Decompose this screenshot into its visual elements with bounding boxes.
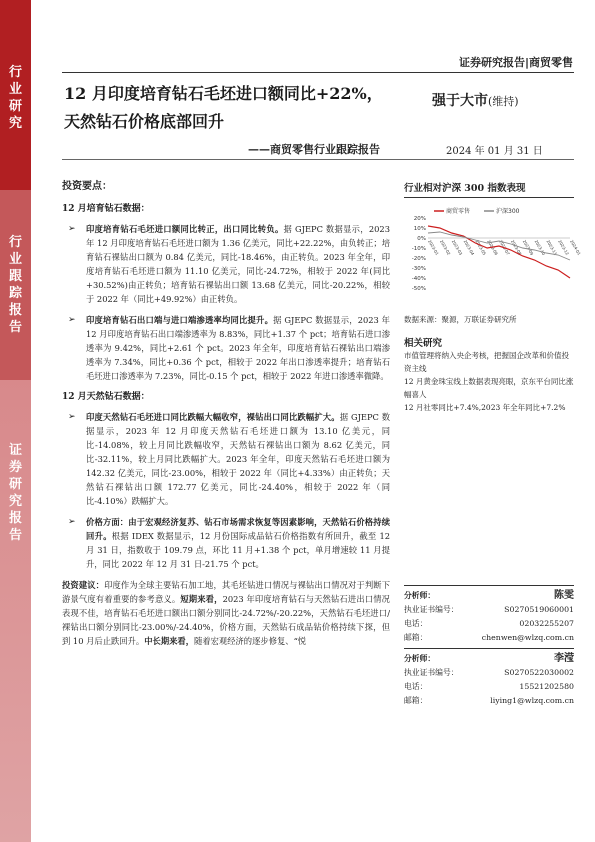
x-tick-label: 2023-01 [427, 239, 440, 256]
sidebar-section-2: 行 业 跟 踪 报 告 [8, 235, 22, 335]
y-tick-label: -10% [411, 246, 426, 252]
analyst-2-cert: 执业证书编号： S0270522030002 [404, 668, 574, 677]
x-tick-label: 2023-07 [498, 239, 511, 256]
header-divider [62, 72, 574, 73]
y-tick-label: 10% [413, 226, 426, 232]
related-item[interactable]: 12 月社零同比+7.4%,2023 年全年同比+7.2% [404, 403, 566, 412]
x-tick-label: 2023-09 [521, 239, 535, 256]
analyst-1-email: 邮箱： chenwen@wlzq.com.cn [404, 633, 574, 642]
chart-source: 数据来源：聚源，万联证券研究所 [404, 315, 517, 324]
x-tick-label: 2023-08 [509, 239, 523, 256]
x-tick-label: 2024-01 [569, 239, 582, 256]
x-tick-label: 2023-02 [438, 239, 452, 256]
section-lab-grown-heading: 12 月培育钻石数据： [62, 204, 150, 214]
bullet-2: ➢ 印度培育钻石出口端与进口端渗透率均同比提升。据 GJEPC 数据显示，2023 年 12 月印度培育钻石出口端渗透率为 8.83%，同比+1.37 个 pct；培育钻石进口渗透率为 9.42%，同比+2.61 个 pct。2023 年全年，印度培育钻石裸钻出口端渗透率为 7.34%，同比+0.36 个 pct，相较于 2022 年出口渗透率提升；培育钻石毛坯进口渗透率为 7.23%，同比-0.15 个 pct，相较于 2022 年进口渗透率微降。 [62, 313, 390, 383]
investment-advice: 投资建议：印度作为全球主要钻石加工地，其毛坯钻进口情况与裸钻出口情况对于判断下游景气度有着重要的参考意义。短期来看，2023 年印度培育钻石与天然钻石进出口情况表现不佳，培育钻石毛坯进口额出口额分别同比-24.72%/-20.22%，天然钻石毛坯进口/裸钻出口额分别同比-23.00%/-24.40%，价格方面，天然钻石成品钻价格持续下探，但到 10 月后止跌回升。中长期来看，随着宏观经济的逐步修复、“悦 [62, 580, 390, 646]
analyst-1-phone: 电话： 02032255207 [404, 619, 574, 628]
analysts [404, 582, 574, 708]
related-research-heading: 相关研究 [404, 338, 443, 349]
performance-chart [404, 204, 582, 304]
x-tick-label: 2023-11 [545, 239, 559, 256]
analyst-1-cert: 执业证书编号： S0270519060001 [404, 605, 574, 614]
y-tick-label: 0% [417, 236, 426, 242]
section-natural-heading: 12 月天然钻石数据： [62, 392, 150, 402]
report-title: 12 月印度培育钻石毛坯进口额同比+22%， 天然钻石价格底部回升 [64, 84, 383, 131]
related-item[interactable]: 市值管理将纳入央企考核，把握国企改革和价值投资主线 [404, 351, 569, 373]
y-tick-label: -50% [411, 286, 426, 292]
x-tick-label: 2023-10 [533, 239, 547, 256]
x-tick-label: 2023-12 [557, 239, 570, 256]
main-content [62, 180, 390, 648]
right-panel [404, 180, 582, 414]
analyst-2-header: 分析师： 李滢 [404, 653, 574, 664]
report-type: 证券研究报告|商贸零售 [458, 56, 573, 69]
bullet-1: ➢ 印度培育钻石毛坯进口额同比转正，出口同比转负。据 GJEPC 数据显示，2023 年 12 月印度培育钻石毛坯进口额为 1.36 亿美元，同比+22.22%，由负转正；培育钻石裸钻出口额为 0.84 亿美元，同比-18.46%，由正转负。2023 年全年，印度培育钻石毛坯进口额为 11.10 亿美元，同比-24.72%，相较于 2022 年(同比+30.52%)由正转负；培育钻石裸钻出口额 13.68 亿美元，同比-20.22%，相较于 2022 年（同比+49.92%）由正转负。 [62, 222, 390, 306]
bullet-4: ➢ 价格方面：由于宏观经济复苏、钻石市场需求恢复等因素影响，天然钻石价格持续回升。根据 IDEX 数据显示，12 月份国际成品钻石价格指数有所回升，截至 12 月 31 日，指数收于 109.79 点，环比 11 月+1.38 个 pct，单月增速较 11 月提升，同比 2022 年 12 月 31 日-21.75 个 pct。 [62, 515, 390, 571]
legend-label: 商贸零售 [446, 208, 471, 215]
analyst-1-header: 分析师： 陈雯 [404, 590, 574, 601]
x-tick-label: 2023-04 [462, 239, 476, 256]
x-tick-label: 2023-05 [474, 239, 488, 256]
y-tick-label: -20% [411, 256, 426, 262]
sidebar [0, 0, 31, 842]
y-tick-label: 20% [413, 216, 426, 222]
analyst-2-phone: 电话： 15521202580 [404, 682, 574, 691]
report-date: 2024 年 01 月 31 日 [446, 146, 543, 157]
investment-highlights-heading: 投资要点： [62, 181, 112, 192]
sidebar-section-1: 行 业 研 究 [8, 65, 22, 131]
related-item[interactable]: 12 月黄金珠宝线上数据表现亮眼，京东平台同比涨幅喜人 [404, 377, 574, 399]
y-tick-label: -30% [411, 266, 426, 272]
analyst-divider [404, 648, 574, 649]
x-tick-label: 2023-06 [486, 239, 499, 256]
title-divider [62, 159, 574, 160]
chart-title: 行业相对沪深 300 指数表现 [404, 180, 574, 198]
y-tick-label: -40% [411, 276, 426, 282]
legend-label: 沪深300 [496, 208, 520, 215]
x-tick-label: 2023-03 [450, 239, 464, 256]
analyst-2-email: 邮箱： liying1@wlzq.com.cn [404, 696, 574, 705]
sidebar-section-3: 证 券 研 究 报 告 [8, 443, 22, 543]
bullet-3: ➢ 印度天然钻石毛坯进口同比跌幅大幅收窄，裸钻出口同比跌幅扩大。据 GJEPC 数据显示，2023 年 12 月印度天然钻石毛坯进口额为 13.10 亿美元，同比-14.08%，较上月同比跌幅收窄，天然钻石裸钻出口额为 8.62 亿美元，同比-32.11%，较上月同比跌幅扩大。2023 年全年，印度天然钻石毛坯进口额为 142.32 亿美元，同比-23.00%，相较于 2022 年（同比+4.33%）由正转负；天然钻石裸钻出口额 172.77 亿美元，同比-24.40%，相较于 2022 年（同比-4.10%）跌幅扩大。 [62, 410, 390, 508]
rating: 强于大市(维持) [432, 93, 519, 109]
report-subtitle: ——商贸零售行业跟踪报告 [248, 143, 380, 156]
analyst-divider [404, 585, 574, 586]
